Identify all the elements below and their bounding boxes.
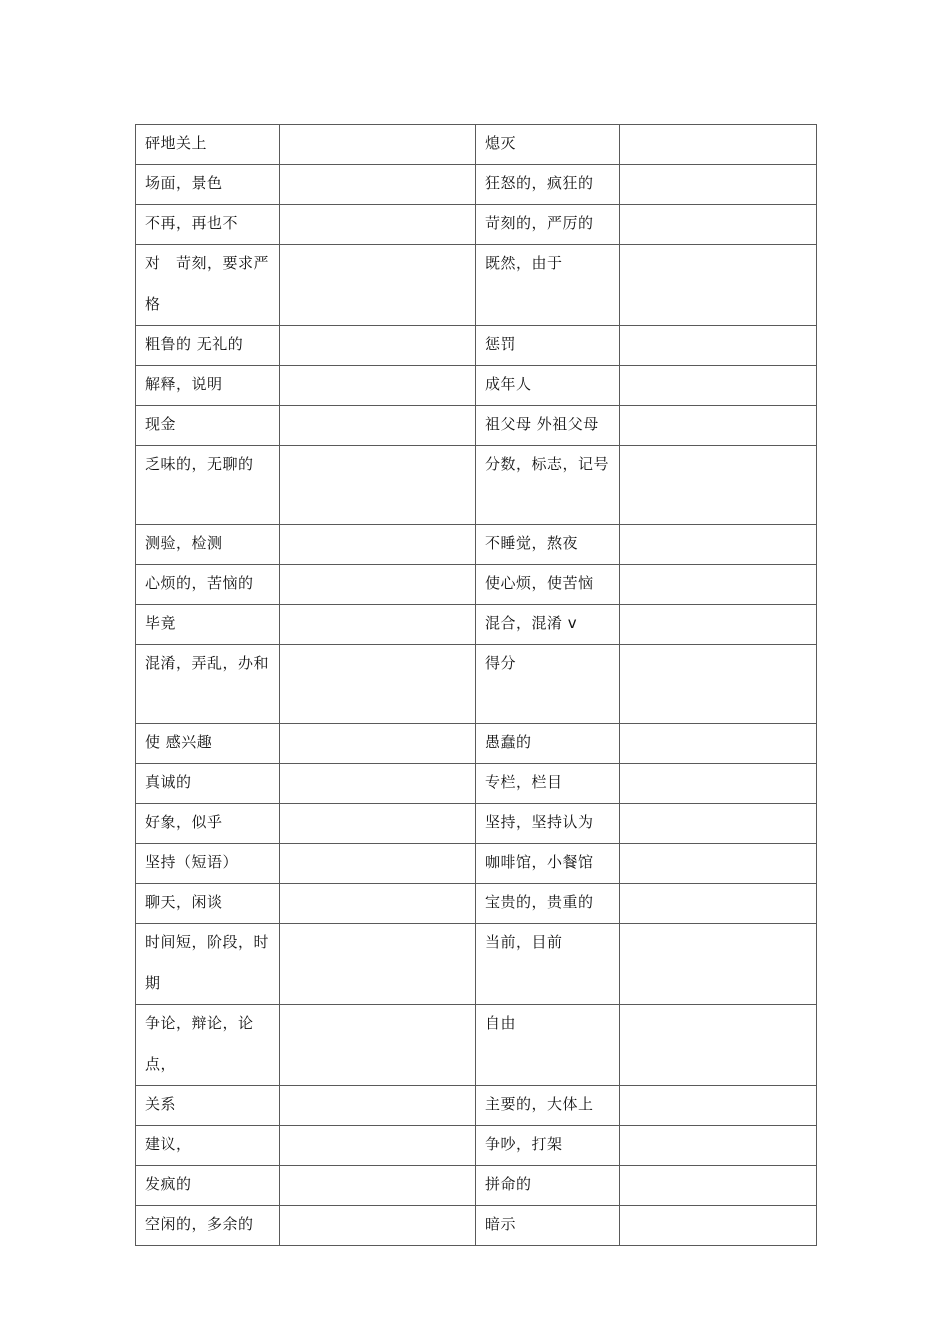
chinese-term-right [476,245,620,326]
answer-cell-left[interactable] [280,924,476,1005]
answer-cell-left[interactable] [280,605,476,645]
answer-cell-right[interactable] [620,645,817,724]
table-row [136,525,817,565]
chinese-term-right [476,724,620,764]
term-text: 坚持（短语） [145,853,239,871]
term-text: 对 苛刻，要求严格 [145,254,270,313]
table-row [136,844,817,884]
chinese-term-left [136,1166,280,1206]
table-row [136,165,817,205]
term-text: 惩罚 [485,335,517,353]
answer-cell-left[interactable] [280,525,476,565]
table-row [136,605,817,645]
chinese-term-left [136,764,280,804]
answer-cell-right[interactable] [620,804,817,844]
answer-cell-left[interactable] [280,565,476,605]
answer-cell-right[interactable] [620,205,817,245]
chinese-term-right [476,125,620,165]
answer-cell-left[interactable] [280,245,476,326]
chinese-term-right [476,1206,620,1246]
chinese-term-right [476,525,620,565]
answer-cell-right[interactable] [620,764,817,804]
chinese-term-left [136,565,280,605]
answer-cell-left[interactable] [280,1166,476,1206]
chinese-term-left [136,406,280,446]
table-row [136,125,817,165]
chinese-term-right [476,565,620,605]
answer-cell-right[interactable] [620,525,817,565]
term-text: 不再，再也不 [145,214,239,232]
term-text: 砰地关上 [145,134,208,152]
chinese-term-right [476,884,620,924]
term-text: 争论，辩论，论点， [145,1014,254,1073]
term-text: 场面，景色 [145,174,223,192]
chinese-term-left [136,1126,280,1166]
table-row [136,1206,817,1246]
chinese-term-left [136,245,280,326]
answer-cell-right[interactable] [620,165,817,205]
term-text: 心烦的，苦恼的 [145,574,254,592]
answer-cell-left[interactable] [280,326,476,366]
term-text: 空闲的，多余的 [145,1215,254,1233]
answer-cell-right[interactable] [620,605,817,645]
term-text: 祖父母 外祖父母 [485,415,599,433]
table-row [136,884,817,924]
chinese-term-right [476,366,620,406]
chinese-term-left [136,605,280,645]
term-text: 坚持，坚持认为 [485,813,594,831]
chinese-term-left [136,165,280,205]
term-text: 混淆，弄乱，办和 [145,654,270,672]
answer-cell-right[interactable] [620,565,817,605]
table-row [136,366,817,406]
answer-cell-left[interactable] [280,804,476,844]
chinese-term-right [476,406,620,446]
table-row [136,205,817,245]
table-row [136,1166,817,1206]
chinese-term-left [136,804,280,844]
chinese-term-left [136,844,280,884]
table-row [136,924,817,1005]
answer-cell-right[interactable] [620,1166,817,1206]
chinese-term-left [136,525,280,565]
answer-cell-left[interactable] [280,645,476,724]
term-text: 建议， [145,1135,192,1153]
chinese-term-right [476,1166,620,1206]
term-text: 自由 [485,1014,517,1032]
chinese-term-right [476,326,620,366]
chinese-term-left [136,884,280,924]
answer-cell-right[interactable] [620,1126,817,1166]
table-row [136,245,817,326]
table-row [136,1126,817,1166]
chinese-term-right [476,165,620,205]
answer-cell-left[interactable] [280,884,476,924]
term-text: 解释，说明 [145,375,223,393]
term-text: 分数，标志，记号 [485,455,610,473]
table-row [136,1005,817,1086]
chinese-term-left [136,366,280,406]
term-text: 粗鲁的 无礼的 [145,335,244,353]
table-row [136,326,817,366]
answer-cell-right[interactable] [620,125,817,165]
chinese-term-right [476,764,620,804]
chinese-term-right [476,205,620,245]
chinese-term-right [476,1086,620,1126]
answer-cell-left[interactable] [280,1086,476,1126]
answer-cell-right[interactable] [620,1005,817,1086]
answer-cell-left[interactable] [280,205,476,245]
chinese-term-left [136,205,280,245]
table-row [136,446,817,525]
term-text: 宝贵的，贵重的 [485,893,594,911]
chinese-term-left [136,924,280,1005]
answer-cell-right[interactable] [620,406,817,446]
term-text: 得分 [485,654,517,672]
answer-cell-right[interactable] [620,1086,817,1126]
term-text: 主要的，大体上 [485,1095,594,1113]
table-row [136,804,817,844]
answer-cell-right[interactable] [620,924,817,1005]
term-text: 当前，目前 [485,933,563,951]
answer-cell-left[interactable] [280,366,476,406]
chinese-term-left [136,645,280,724]
table-row [136,764,817,804]
chinese-term-right [476,844,620,884]
term-text: 苛刻的，严厉的 [485,214,594,232]
term-text: 时间短，阶段，时期 [145,933,270,992]
term-text: 使 感兴趣 [145,733,213,751]
term-text: 测验，检测 [145,534,223,552]
answer-cell-right[interactable] [620,326,817,366]
answer-cell-left[interactable] [280,1005,476,1086]
term-text: 拼命的 [485,1175,532,1193]
chinese-term-right [476,645,620,724]
chinese-term-right [476,605,620,645]
term-text: 成年人 [485,375,532,393]
table-row [136,645,817,724]
term-text: 好象，似乎 [145,813,223,831]
answer-cell-left[interactable] [280,764,476,804]
chinese-term-left [136,446,280,525]
term-text: 混合，混淆 v [485,614,578,632]
term-text: 发疯的 [145,1175,192,1193]
term-text: 既然，由于 [485,254,563,272]
answer-cell-left[interactable] [280,844,476,884]
chinese-term-right [476,1005,620,1086]
term-text: 聊天，闲谈 [145,893,223,911]
answer-cell-left[interactable] [280,724,476,764]
term-text: 专栏，栏目 [485,773,563,791]
chinese-term-left [136,326,280,366]
answer-cell-right[interactable] [620,844,817,884]
term-text: 毕竟 [145,614,177,632]
chinese-term-right [476,924,620,1005]
table-row [136,1086,817,1126]
term-text: 愚蠢的 [485,733,532,751]
term-text: 不睡觉，熬夜 [485,534,579,552]
answer-cell-left[interactable] [280,1126,476,1166]
term-text: 乏味的，无聊的 [145,455,254,473]
term-text: 熄灭 [485,134,517,152]
answer-cell-right[interactable] [620,724,817,764]
chinese-term-left [136,1005,280,1086]
table-row [136,724,817,764]
vocabulary-table [135,124,817,1246]
term-text: 狂怒的，疯狂的 [485,174,594,192]
answer-cell-left[interactable] [280,165,476,205]
answer-cell-left[interactable] [280,446,476,525]
answer-cell-right[interactable] [620,884,817,924]
answer-cell-left[interactable] [280,125,476,165]
term-text: 使心烦，使苦恼 [485,574,594,592]
term-text: 关系 [145,1095,177,1113]
answer-cell-right[interactable] [620,245,817,326]
term-text: 现金 [145,415,177,433]
table-row [136,565,817,605]
table-row [136,406,817,446]
term-text: 争吵，打架 [485,1135,563,1153]
chinese-term-right [476,804,620,844]
answer-cell-right[interactable] [620,446,817,525]
answer-cell-right[interactable] [620,1206,817,1246]
chinese-term-left [136,1206,280,1246]
term-text: 真诚的 [145,773,192,791]
chinese-term-right [476,1126,620,1166]
chinese-term-left [136,724,280,764]
answer-cell-right[interactable] [620,366,817,406]
vocabulary-table-body [136,125,817,1246]
answer-cell-left[interactable] [280,406,476,446]
term-text: 暗示 [485,1215,517,1233]
chinese-term-left [136,125,280,165]
chinese-term-right [476,446,620,525]
answer-cell-left[interactable] [280,1206,476,1246]
term-text: 咖啡馆，小餐馆 [485,853,594,871]
chinese-term-left [136,1086,280,1126]
